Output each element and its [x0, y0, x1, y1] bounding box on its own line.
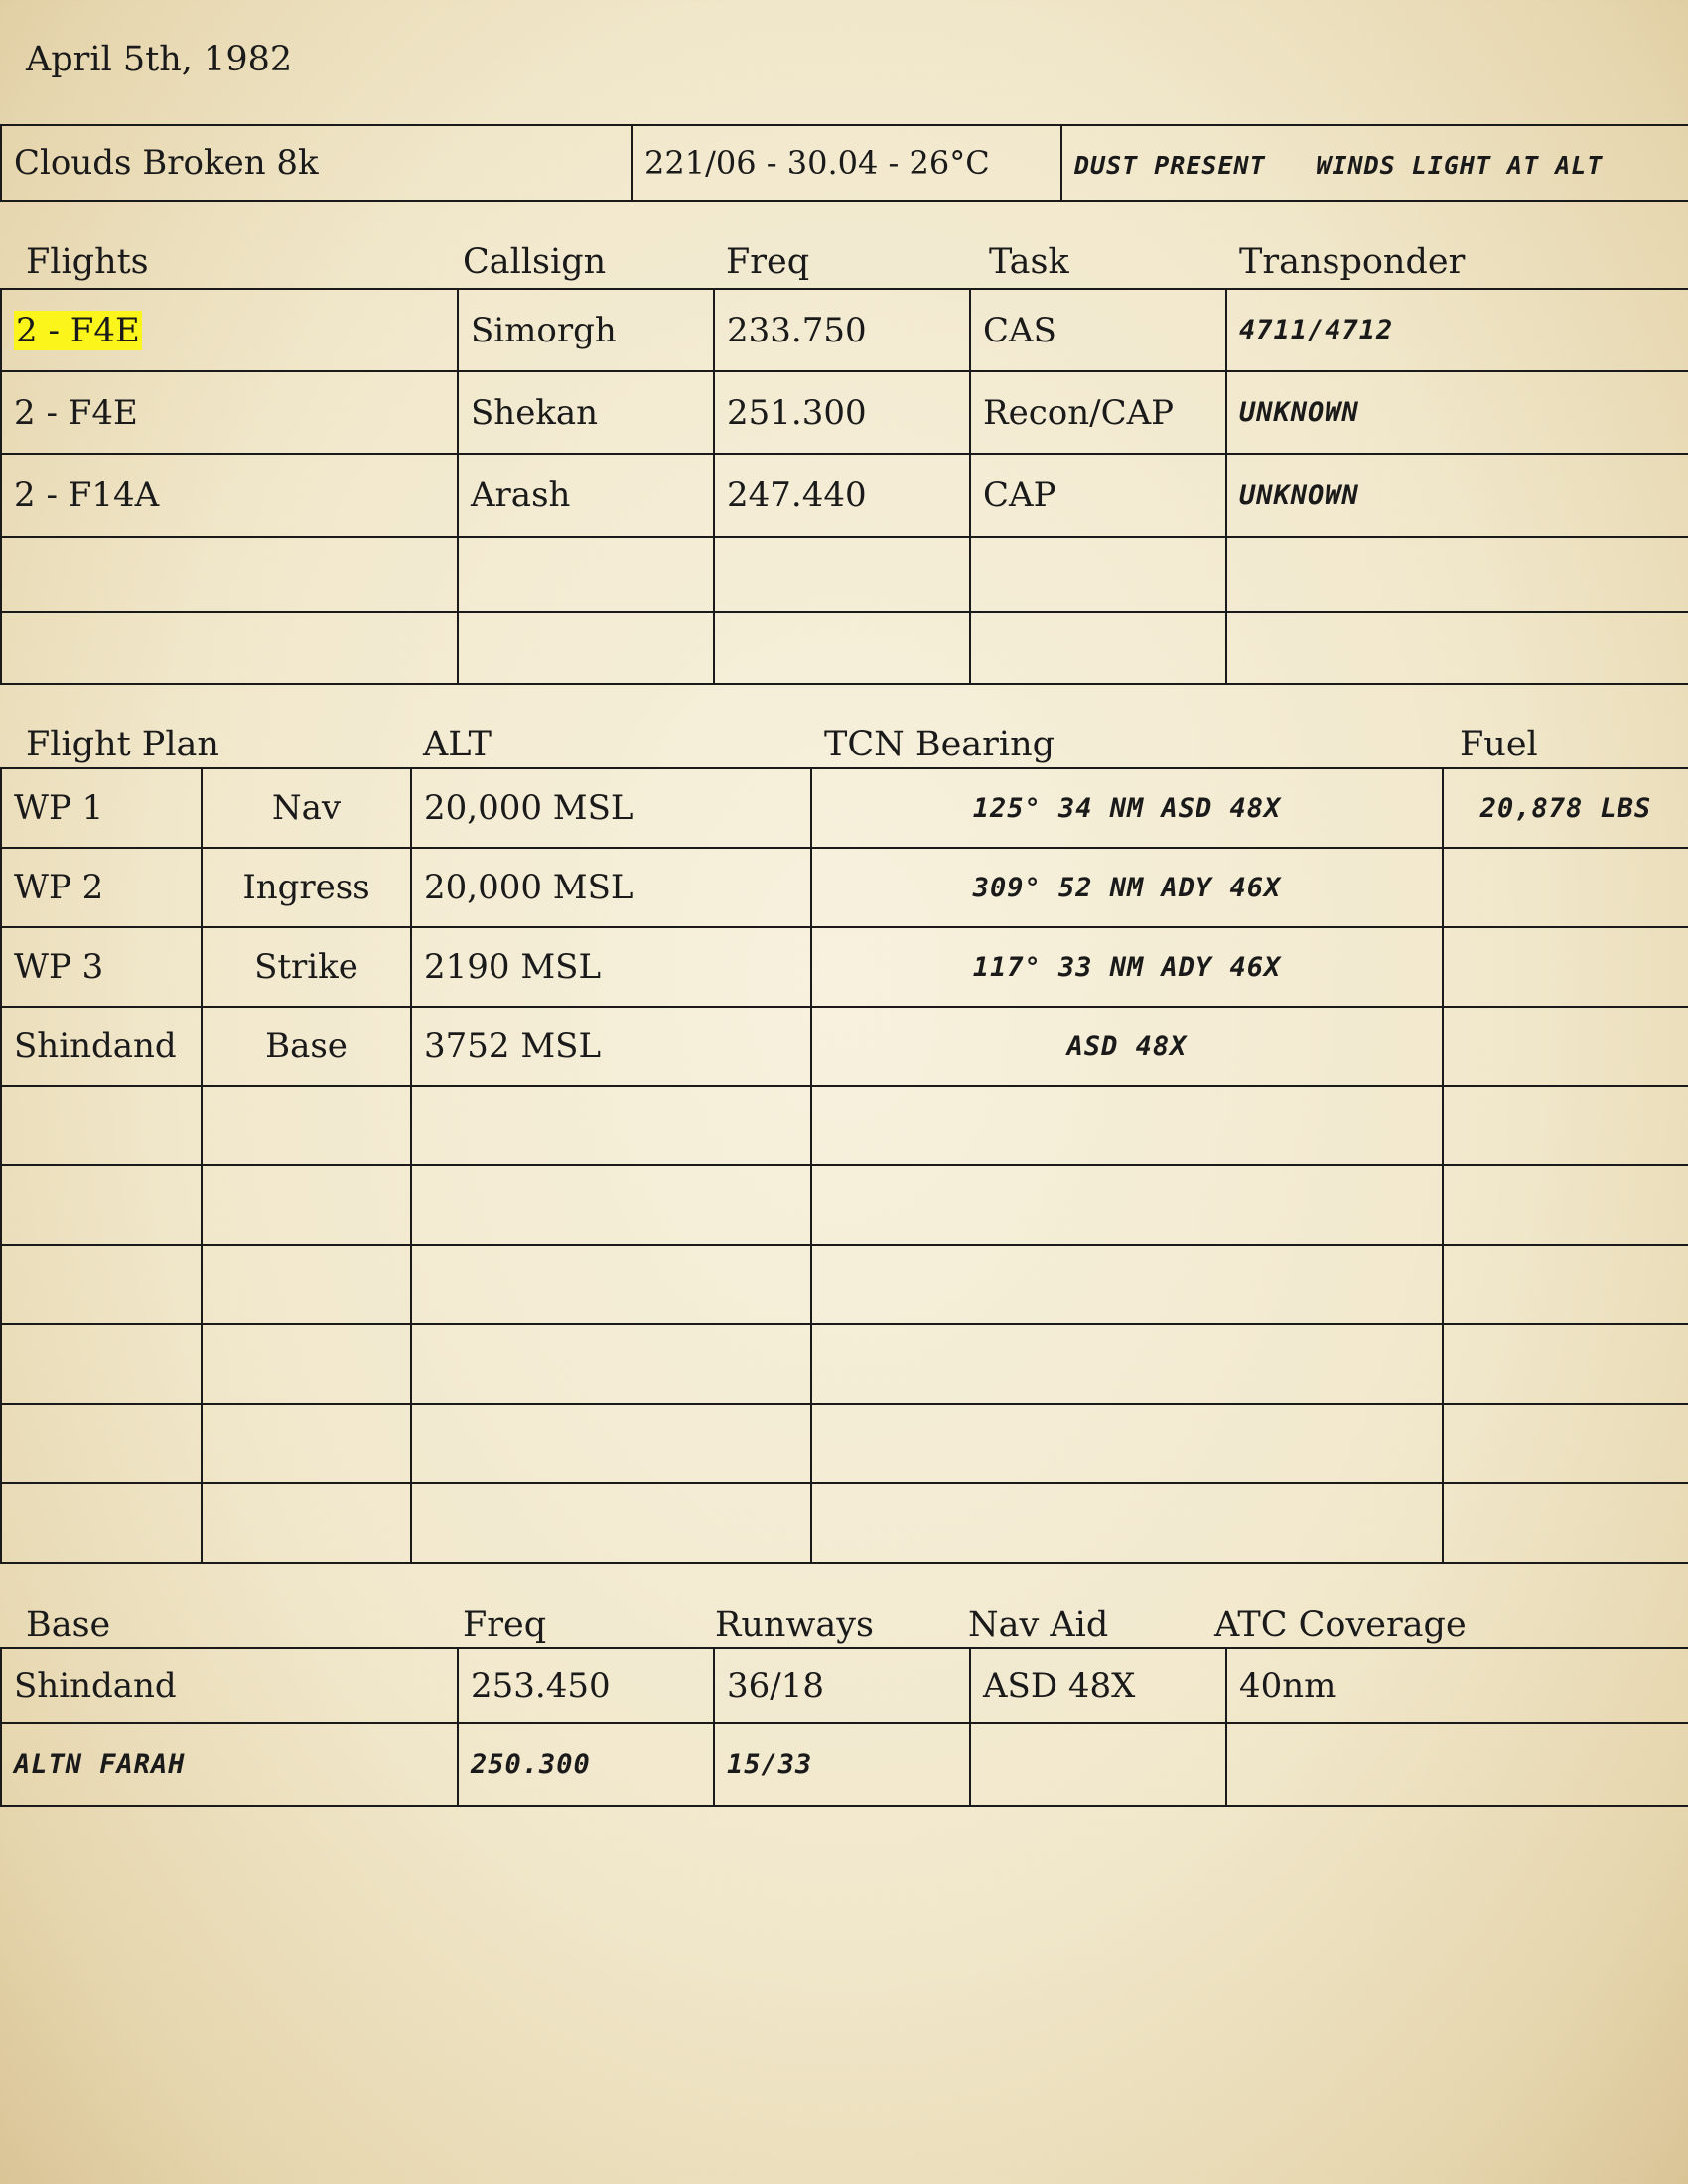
table-row — [1, 848, 1688, 927]
base-freq-header: Freq — [463, 1605, 547, 1645]
runways-cell: 15/33 — [714, 1723, 970, 1806]
callsign-cell: Arash — [458, 454, 714, 537]
table-row — [1, 1324, 1688, 1404]
bases-table — [0, 1647, 1688, 1807]
tcn-header: TCN Bearing — [824, 725, 1055, 764]
navaid-cell: ASD 48X — [970, 1648, 1226, 1723]
freq-cell: 247.440 — [714, 454, 970, 537]
table-row — [1, 1648, 1688, 1723]
tcn-bearing-cell: 117° 33 NM ADY 46X — [811, 927, 1443, 1007]
dust-note: DUST PRESENT — [1074, 151, 1266, 180]
empty-cell — [1, 1324, 202, 1404]
table-row — [1, 454, 1688, 537]
flight-plan-table — [0, 767, 1688, 1564]
flight-highlight: 2 - F4E — [16, 310, 140, 350]
freq-cell: 233.750 — [714, 289, 970, 371]
fuel-header: Fuel — [1460, 725, 1538, 764]
table-row — [1, 371, 1688, 454]
atc-coverage-header: ATC Coverage — [1214, 1605, 1467, 1645]
empty-cell — [1226, 537, 1688, 612]
empty-cell — [202, 1404, 411, 1483]
empty-cell — [1, 1245, 202, 1324]
task-cell: CAS — [970, 289, 1226, 371]
empty-cell — [811, 1086, 1443, 1165]
table-row — [1, 768, 1688, 848]
empty-cell — [411, 1483, 811, 1563]
atc-coverage-cell — [1226, 1723, 1688, 1806]
transponder-cell: UNKNOWN — [1226, 454, 1688, 537]
empty-cell — [1443, 1324, 1688, 1404]
base-freq-cell: 250.300 — [458, 1723, 714, 1806]
wind-alt-temp-cell: 221/06 - 30.04 - 26°C — [632, 125, 1061, 201]
alt-header: ALT — [423, 725, 492, 764]
flights-table — [0, 288, 1688, 685]
flight-cell: 2 - F14A — [1, 454, 458, 537]
table-row — [1, 1165, 1688, 1245]
empty-cell — [1443, 1086, 1688, 1165]
empty-cell — [411, 1165, 811, 1245]
base-name-cell: ALTN FARAH — [1, 1723, 458, 1806]
table-row — [1, 289, 1688, 371]
empty-cell — [1443, 1165, 1688, 1245]
base-name-cell: Shindand — [1, 1648, 458, 1723]
table-row — [1, 537, 1688, 612]
altitude-cell: 20,000 MSL — [411, 848, 811, 927]
fuel-cell — [1443, 927, 1688, 1007]
weather-table — [0, 124, 1688, 202]
clouds-cell: Clouds Broken 8k — [1, 125, 632, 201]
empty-cell — [411, 1324, 811, 1404]
callsign-cell: Shekan — [458, 371, 714, 454]
atc-coverage-cell: 40nm — [1226, 1648, 1688, 1723]
waypoint-cell: WP 2 — [1, 848, 202, 927]
transponder-cell: 4711/4712 — [1226, 289, 1688, 371]
empty-cell — [714, 612, 970, 684]
empty-cell — [1443, 1404, 1688, 1483]
empty-cell — [1443, 1245, 1688, 1324]
table-row — [1, 1086, 1688, 1165]
empty-cell — [970, 537, 1226, 612]
table-row — [1, 1007, 1688, 1086]
empty-cell — [811, 1404, 1443, 1483]
task-cell: CAP — [970, 454, 1226, 537]
tcn-bearing-cell: ASD 48X — [811, 1007, 1443, 1086]
empty-cell — [202, 1324, 411, 1404]
empty-cell — [811, 1165, 1443, 1245]
tcn-bearing-cell: 309° 52 NM ADY 46X — [811, 848, 1443, 927]
empty-cell — [811, 1324, 1443, 1404]
transponder-cell: UNKNOWN — [1226, 371, 1688, 454]
winds-note: WINDS LIGHT AT ALT — [1316, 151, 1604, 180]
fuel-cell: 20,878 LBS — [1443, 768, 1688, 848]
empty-cell — [714, 537, 970, 612]
empty-cell — [458, 612, 714, 684]
empty-cell — [1443, 1483, 1688, 1563]
tcn-bearing-cell: 125° 34 NM ASD 48X — [811, 768, 1443, 848]
table-row — [1, 1483, 1688, 1563]
fuel-cell — [1443, 848, 1688, 927]
waypoint-type-cell: Base — [202, 1007, 411, 1086]
empty-cell — [1, 612, 458, 684]
table-row — [1, 1245, 1688, 1324]
transponder-header: Transponder — [1239, 242, 1466, 282]
table-row — [1, 927, 1688, 1007]
empty-cell — [811, 1245, 1443, 1324]
navaid-header: Nav Aid — [968, 1605, 1109, 1645]
task-cell: Recon/CAP — [970, 371, 1226, 454]
waypoint-type-cell: Strike — [202, 927, 411, 1007]
waypoint-type-cell: Ingress — [202, 848, 411, 927]
empty-cell — [1, 537, 458, 612]
waypoint-cell: WP 1 — [1, 768, 202, 848]
waypoint-type-cell: Nav — [202, 768, 411, 848]
base-header: Base — [26, 1605, 111, 1645]
empty-cell — [1, 1086, 202, 1165]
flights-header: Flights — [26, 242, 149, 282]
empty-cell — [411, 1086, 811, 1165]
runways-header: Runways — [715, 1605, 874, 1645]
callsign-cell: Simorgh — [458, 289, 714, 371]
table-row — [1, 1723, 1688, 1806]
empty-cell — [1, 1483, 202, 1563]
empty-cell — [202, 1483, 411, 1563]
empty-cell — [1226, 612, 1688, 684]
callsign-header: Callsign — [463, 242, 607, 282]
table-row — [1, 1404, 1688, 1483]
empty-cell — [411, 1245, 811, 1324]
empty-cell — [202, 1086, 411, 1165]
flight-cell — [1, 289, 458, 371]
table-row — [1, 612, 1688, 684]
freq-header: Freq — [726, 242, 810, 282]
altitude-cell: 3752 MSL — [411, 1007, 811, 1086]
runways-cell: 36/18 — [714, 1648, 970, 1723]
empty-cell — [1, 1404, 202, 1483]
fuel-cell — [1443, 1007, 1688, 1086]
freq-cell: 251.300 — [714, 371, 970, 454]
task-header: Task — [989, 242, 1069, 282]
empty-cell — [202, 1245, 411, 1324]
empty-cell — [458, 537, 714, 612]
empty-cell — [411, 1404, 811, 1483]
empty-cell — [202, 1165, 411, 1245]
empty-cell — [811, 1483, 1443, 1563]
altitude-cell: 20,000 MSL — [411, 768, 811, 848]
base-freq-cell: 253.450 — [458, 1648, 714, 1723]
weather-notes-cell — [1061, 125, 1688, 201]
altitude-cell: 2190 MSL — [411, 927, 811, 1007]
flight-cell: 2 - F4E — [1, 371, 458, 454]
waypoint-cell: WP 3 — [1, 927, 202, 1007]
navaid-cell — [970, 1723, 1226, 1806]
date-label: April 5th, 1982 — [26, 40, 293, 79]
flight-plan-header: Flight Plan — [26, 725, 219, 764]
empty-cell — [1, 1165, 202, 1245]
empty-cell — [970, 612, 1226, 684]
waypoint-cell: Shindand — [1, 1007, 202, 1086]
